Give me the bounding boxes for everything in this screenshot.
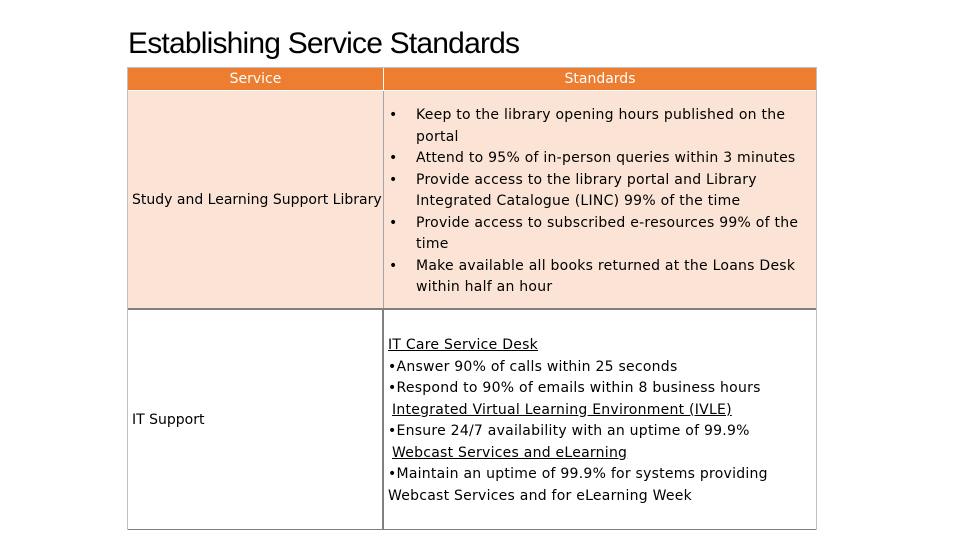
service-name-library: Study and Learning Support Library xyxy=(128,91,384,308)
library-standards-list xyxy=(389,105,812,299)
group-heading-webcast: Webcast Services and eLearning xyxy=(392,444,628,461)
list-item: •Respond to 90% of emails within 8 business hours xyxy=(388,380,761,396)
list-item: •Answer 90% of calls within 25 seconds xyxy=(388,358,678,375)
table-row-it-support xyxy=(128,310,816,530)
list-item: • Keep to the library opening hours published on the portal xyxy=(389,107,786,145)
header-standards: Standards xyxy=(564,71,636,87)
service-standards-table xyxy=(127,67,817,530)
list-item: • Make available all books returned at the Loans Desk within half an hour xyxy=(389,257,796,295)
table-row-library xyxy=(128,91,816,310)
list-item: •Maintain an uptime of 99.9% for systems providing Webcast Services and for eLearning Week xyxy=(388,466,768,504)
page-title: Establishing Service Standards xyxy=(128,27,520,60)
list-item: • Provide access to subscribed e-resources 99% of the time xyxy=(389,214,799,252)
bullet-icon: • xyxy=(389,150,398,166)
standards-library xyxy=(384,91,816,308)
group-heading-ivle: Integrated Virtual Learning Environment (IVLE) xyxy=(392,401,732,418)
standards-it-support xyxy=(384,310,816,529)
list-item: •Ensure 24/7 availability with an uptime of 99.9% xyxy=(388,423,750,439)
list-item: • Attend to 95% of in-person queries within 3 minutes xyxy=(389,148,812,170)
service-name-it-support: IT Support xyxy=(128,310,384,529)
bullet-icon: • xyxy=(389,171,398,188)
bullet-icon: • xyxy=(389,107,398,123)
list-item: • Provide access to the library portal and Library Integrated Catalogue (LINC) 99% of the time xyxy=(389,171,757,209)
bullet-icon: • xyxy=(389,257,398,274)
group-heading-it-care: IT Care Service Desk xyxy=(388,337,538,353)
header-service: Service xyxy=(128,68,384,90)
table-header-row xyxy=(128,68,816,91)
bullet-icon: • xyxy=(389,214,398,231)
